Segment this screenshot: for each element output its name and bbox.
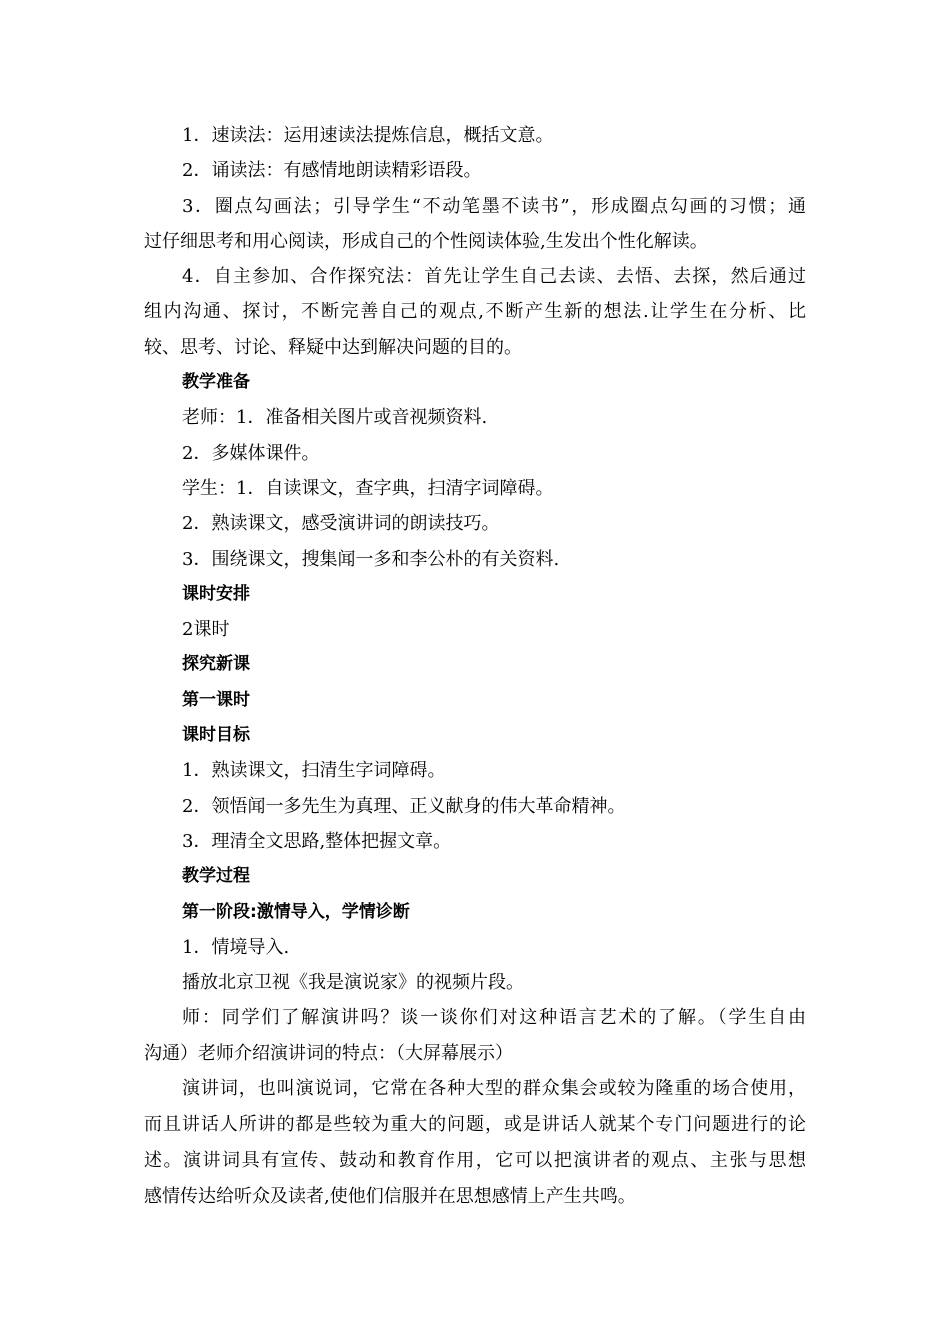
speech-def-line1: 演讲词，也叫演说词，它常在各种大型的群众集会或较为隆重的场合使用， (182, 1078, 806, 1100)
heading-first-period: 第一课时 (182, 689, 250, 710)
prep-student-1: 学生：1．自读课文，查字典，扫清字词障碍。 (182, 477, 554, 499)
goal-2: 2．领悟闻一多先生为真理、正义献身的伟大革命精神。 (182, 795, 626, 817)
method-recitation: 2．诵读法：有感情地朗读精彩语段。 (182, 160, 482, 182)
method-inquiry-line2: 组内沟通、探讨，不断完善自己的观点,不断产生新的想法.让学生在分析、比 (144, 301, 806, 323)
prep-teacher-1: 老师：1．准备相关图片或音视频资料. (182, 407, 488, 429)
heading-new-lesson: 探究新课 (182, 654, 250, 675)
method-annotation-line2: 过仔细思考和用心阅读，形成自己的个性阅读体验,生发出个性化解读。 (144, 230, 708, 252)
process-teacher-line2: 沟通）老师介绍演讲词的特点：（大屏幕展示） (144, 1042, 513, 1064)
method-annotation-line1: 3．圈点勾画法；引导学生“不动笔墨不读书”，形成圈点勾画的习惯；通 (182, 195, 806, 217)
speech-def-line2: 而且讲话人所讲的都是些较为重大的问题，或是讲话人就某个专门问题进行的论 (144, 1114, 806, 1136)
method-speed-reading: 1．速读法：运用速读法提炼信息，概括文意。 (182, 125, 554, 146)
heading-teaching-prep: 教学准备 (182, 372, 250, 393)
speech-def-line4: 感情传达给听众及读者,使他们信服并在思想感情上产生共鸣。 (144, 1186, 636, 1208)
speech-def-line3: 述。演讲词具有宣传、鼓动和教育作用，它可以把演讲者的观点、主张与思想 (144, 1150, 806, 1172)
prep-student-2: 2．熟读课文，感受演讲词的朗读技巧。 (182, 513, 500, 535)
heading-schedule: 课时安排 (182, 583, 250, 604)
method-inquiry-line3: 较、思考、讨论、释疑中达到解决问题的目的。 (144, 336, 522, 358)
heading-teaching-process: 教学过程 (182, 866, 250, 887)
prep-teacher-2: 2．多媒体课件。 (182, 442, 320, 464)
process-video: 播放北京卫视《我是演说家》的视频片段。 (182, 972, 524, 994)
method-inquiry-line1: 4．自主参加、合作探究法：首先让学生自己去读、去悟、去探，然后通过 (182, 266, 806, 288)
prep-student-3: 3．围绕课文，搜集闻一多和李公朴的有关资料. (182, 548, 560, 570)
process-teacher-line1: 师：同学们了解演讲吗？谈一谈你们对这种语言艺术的了解。（学生自由 (182, 1007, 806, 1029)
heading-period-goals: 课时目标 (182, 725, 250, 746)
goal-1: 1．熟读课文，扫清生字词障碍。 (182, 760, 446, 782)
schedule-value: 2课时 (182, 619, 230, 641)
goal-3: 3．理清全文思路,整体把握文章。 (182, 830, 452, 852)
heading-stage-1: 第一阶段:激情导入，学情诊断 (182, 901, 410, 922)
process-step-1: 1．情境导入. (182, 936, 290, 958)
document-body (144, 118, 806, 1215)
